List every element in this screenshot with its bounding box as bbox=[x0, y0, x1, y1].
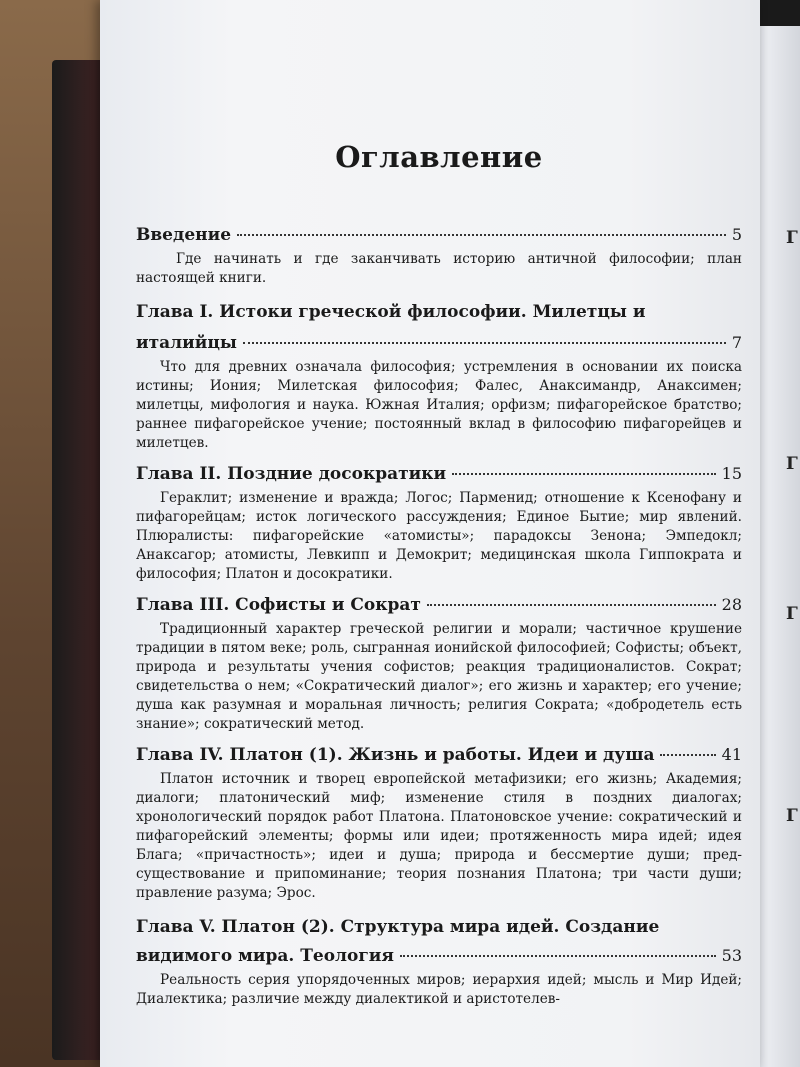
toc-entry-heading bbox=[136, 330, 742, 356]
next-page-letter: Г bbox=[786, 604, 798, 624]
toc-entry-title: Глава I. Истоки греческой философии. Милетцы и bbox=[136, 302, 646, 322]
toc-entry-heading bbox=[136, 943, 742, 969]
toc-entry-description: Где начинать и где заканчивать историю античной философии; план настоящей книги. bbox=[136, 251, 742, 286]
toc-entry-heading bbox=[136, 592, 742, 618]
toc-entry bbox=[136, 298, 742, 453]
next-page-letter: Г bbox=[786, 228, 798, 248]
toc-entry-title: италийцы bbox=[136, 333, 237, 353]
toc-entry bbox=[136, 913, 742, 1009]
toc-entry-title: видимого мира. Теология bbox=[136, 946, 394, 966]
toc-entry-title: Глава III. Софисты и Сократ bbox=[136, 595, 421, 615]
book-page bbox=[100, 0, 760, 1067]
toc-entry-heading bbox=[136, 461, 742, 487]
toc-entry bbox=[136, 742, 742, 903]
dot-leader bbox=[452, 473, 715, 475]
toc-entry-title: Глава V. Платон (2). Структура мира идей. Создание bbox=[136, 917, 660, 937]
background-corner bbox=[760, 0, 800, 26]
dot-leader bbox=[243, 342, 726, 344]
toc-entry-description: Традиционный характер греческой религии и морали; частичное крушение традиции в пятом веке; роль, сыгранная ионийской философией; Софисты; объект, природа и результаты учения софистов; реакция традиционалистов. Сократ; свидетельства о нем; «Сократический диалог»; его жизнь и характер; его учение; душа как разумная и моральная личность; религия Сократа; «добродетель есть знание»; сократический метод. bbox=[136, 621, 742, 732]
toc-entry-description: Гераклит; изменение и вражда; Логос; Парменид; отношение к Ксенофану и пифагорейцам; исток логического рассуждения; Единое Бытие; мир явлений. Плюралисты: пифагорейские «атомисты»; парадоксы Зенона; Эмпедокл; Анаксагор; атомисты, Левкипп и Демокрит; медицинская школа Гиппократа и философия; Платон и досократики. bbox=[136, 490, 742, 582]
toc-entry-description: Что для древних означала философия; устремления в основании их поиска истины; Иония; Милетская философия; Фалес, Анаксимандр, Анаксимен; милетцы, мифология и наука. Южная Италия; орфизм; пифагорейское братство; раннее пифагорейское учение; постоянный вклад в философию пифагорейцев и милетцев. bbox=[136, 359, 742, 451]
toc-entry bbox=[136, 592, 742, 734]
page-number: 5 bbox=[731, 225, 742, 244]
page-number: 7 bbox=[731, 333, 742, 352]
dot-leader bbox=[237, 234, 726, 236]
next-page-letter: Г bbox=[786, 806, 798, 826]
page-number: 15 bbox=[721, 464, 742, 483]
toc-entry-heading bbox=[136, 742, 742, 768]
toc-entry-description: Реальность серия упорядоченных миров; иерархия идей; мысль и Мир Идей; Диалектика; различие между диалектикой и аристотелев- bbox=[136, 972, 742, 1007]
dot-leader bbox=[660, 754, 715, 756]
page-number: 41 bbox=[721, 745, 742, 764]
toc-entry-title: Введение bbox=[136, 225, 232, 245]
table-of-contents bbox=[136, 140, 742, 1015]
page-number: 28 bbox=[721, 595, 742, 614]
page-title: Оглавление bbox=[335, 140, 543, 174]
page-number: 53 bbox=[721, 946, 742, 965]
dot-leader bbox=[427, 604, 716, 606]
toc-entry-title: Глава IV. Платон (1). Жизнь и работы. Идеи и душа bbox=[136, 745, 655, 765]
toc-entry-title: Глава II. Поздние досократики bbox=[136, 464, 447, 484]
toc-entry bbox=[136, 461, 742, 584]
toc-entry-description: Платон источник и творец европейской метафизики; его жизнь; Академия; диалоги; платонический миф; изменение стиля в поздних диалогах; хронологический порядок работ Платона. Платоновское учение: сократический и пифагорейский элементы; формы или идеи; протяженность мира идей; идея Блага; «причастность»; идеи и душа; природа и бессмертие души; пред-существование и припоминание; теория познания Платона; три части души; правление разума; Эрос. bbox=[136, 771, 742, 901]
next-page-letter: Г bbox=[786, 454, 798, 474]
toc-entry-heading bbox=[136, 222, 742, 248]
toc-entry bbox=[136, 222, 742, 288]
dot-leader bbox=[400, 955, 716, 957]
